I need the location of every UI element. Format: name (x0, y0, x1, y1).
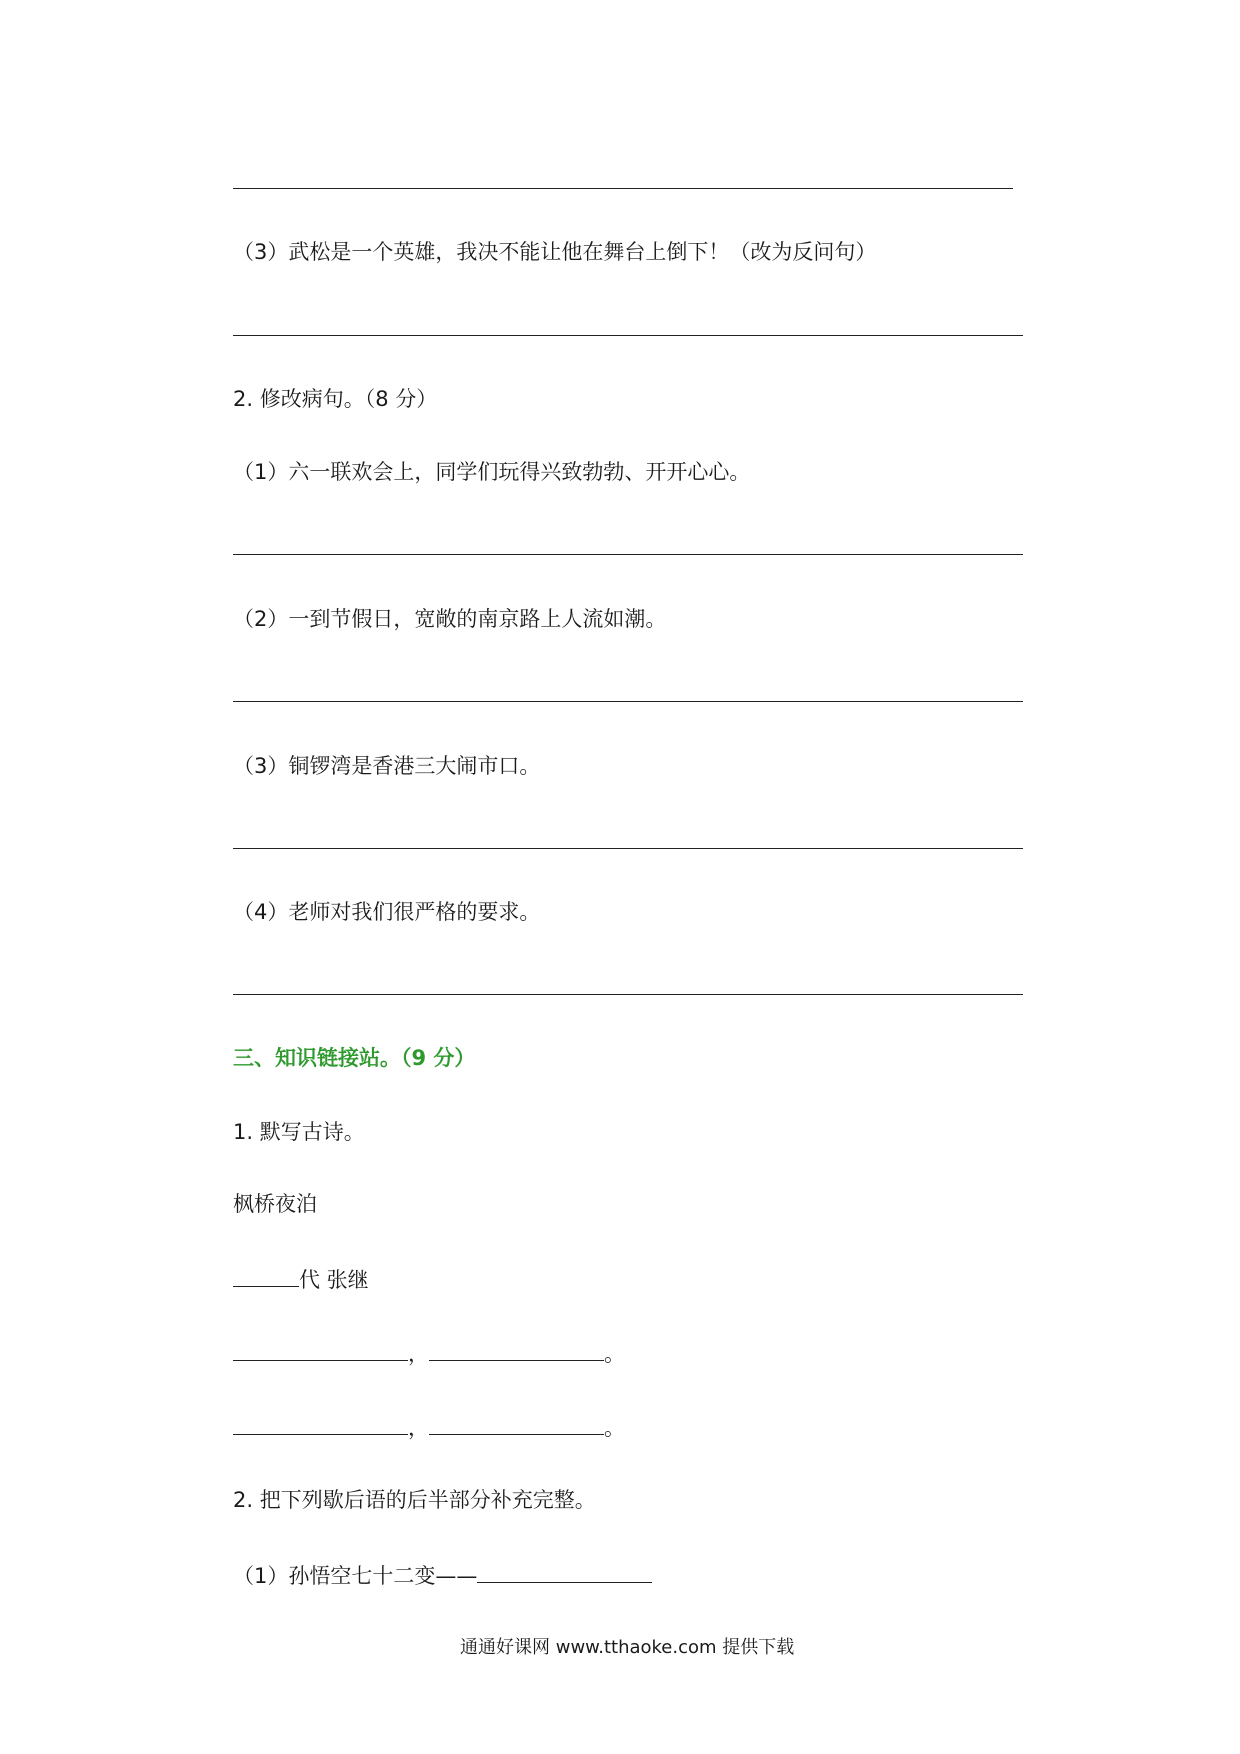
comma: ， (408, 1342, 429, 1366)
section-3-title: 三、知识链接站。（9 分） (233, 1046, 476, 1070)
poem-author-line (233, 1264, 369, 1294)
period: 。 (604, 1342, 625, 1366)
xiehouyu-item-1 (233, 1560, 652, 1590)
comma: ， (408, 1416, 429, 1440)
poem-line-2 (233, 1412, 625, 1442)
answer-line-3[interactable] (233, 335, 1023, 336)
period: 。 (604, 1416, 625, 1440)
poem-title: 枫桥夜泊 (233, 1192, 317, 1216)
q2-item-4: （4）老师对我们很严格的要求。 (233, 900, 541, 924)
footer-text: 通通好课网 www.tthaoke.com 提供下载 (460, 1637, 795, 1658)
section3-q1-title: 1. 默写古诗。 (233, 1120, 365, 1144)
poem-blank[interactable] (233, 1338, 408, 1361)
xiehouyu-blank[interactable] (477, 1560, 652, 1583)
answer-line-top[interactable] (233, 188, 1013, 189)
dynasty-blank[interactable] (233, 1264, 299, 1287)
poem-blank[interactable] (429, 1338, 604, 1361)
question-2-title: 2. 修改病句。（8 分） (233, 387, 438, 411)
section3-q2-title: 2. 把下列歇后语的后半部分补充完整。 (233, 1488, 596, 1512)
q2-item-1: （1）六一联欢会上，同学们玩得兴致勃勃、开开心心。 (233, 460, 751, 484)
poem-blank[interactable] (233, 1412, 408, 1435)
poem-line-1 (233, 1338, 625, 1368)
poem-blank[interactable] (429, 1412, 604, 1435)
answer-line-q2-4[interactable] (233, 994, 1023, 995)
item-3-transform: （3）武松是一个英雄，我决不能让他在舞台上倒下！（改为反问句） (233, 240, 877, 264)
q2-item-2: （2）一到节假日，宽敞的南京路上人流如潮。 (233, 607, 667, 631)
q2-item-3: （3）铜锣湾是香港三大闹市口。 (233, 754, 541, 778)
answer-line-q2-1[interactable] (233, 554, 1023, 555)
answer-line-q2-2[interactable] (233, 701, 1023, 702)
answer-line-q2-3[interactable] (233, 848, 1023, 849)
author-text: 代 张继 (299, 1268, 369, 1292)
xiehouyu-text: （1）孙悟空七十二变—— (233, 1564, 478, 1588)
